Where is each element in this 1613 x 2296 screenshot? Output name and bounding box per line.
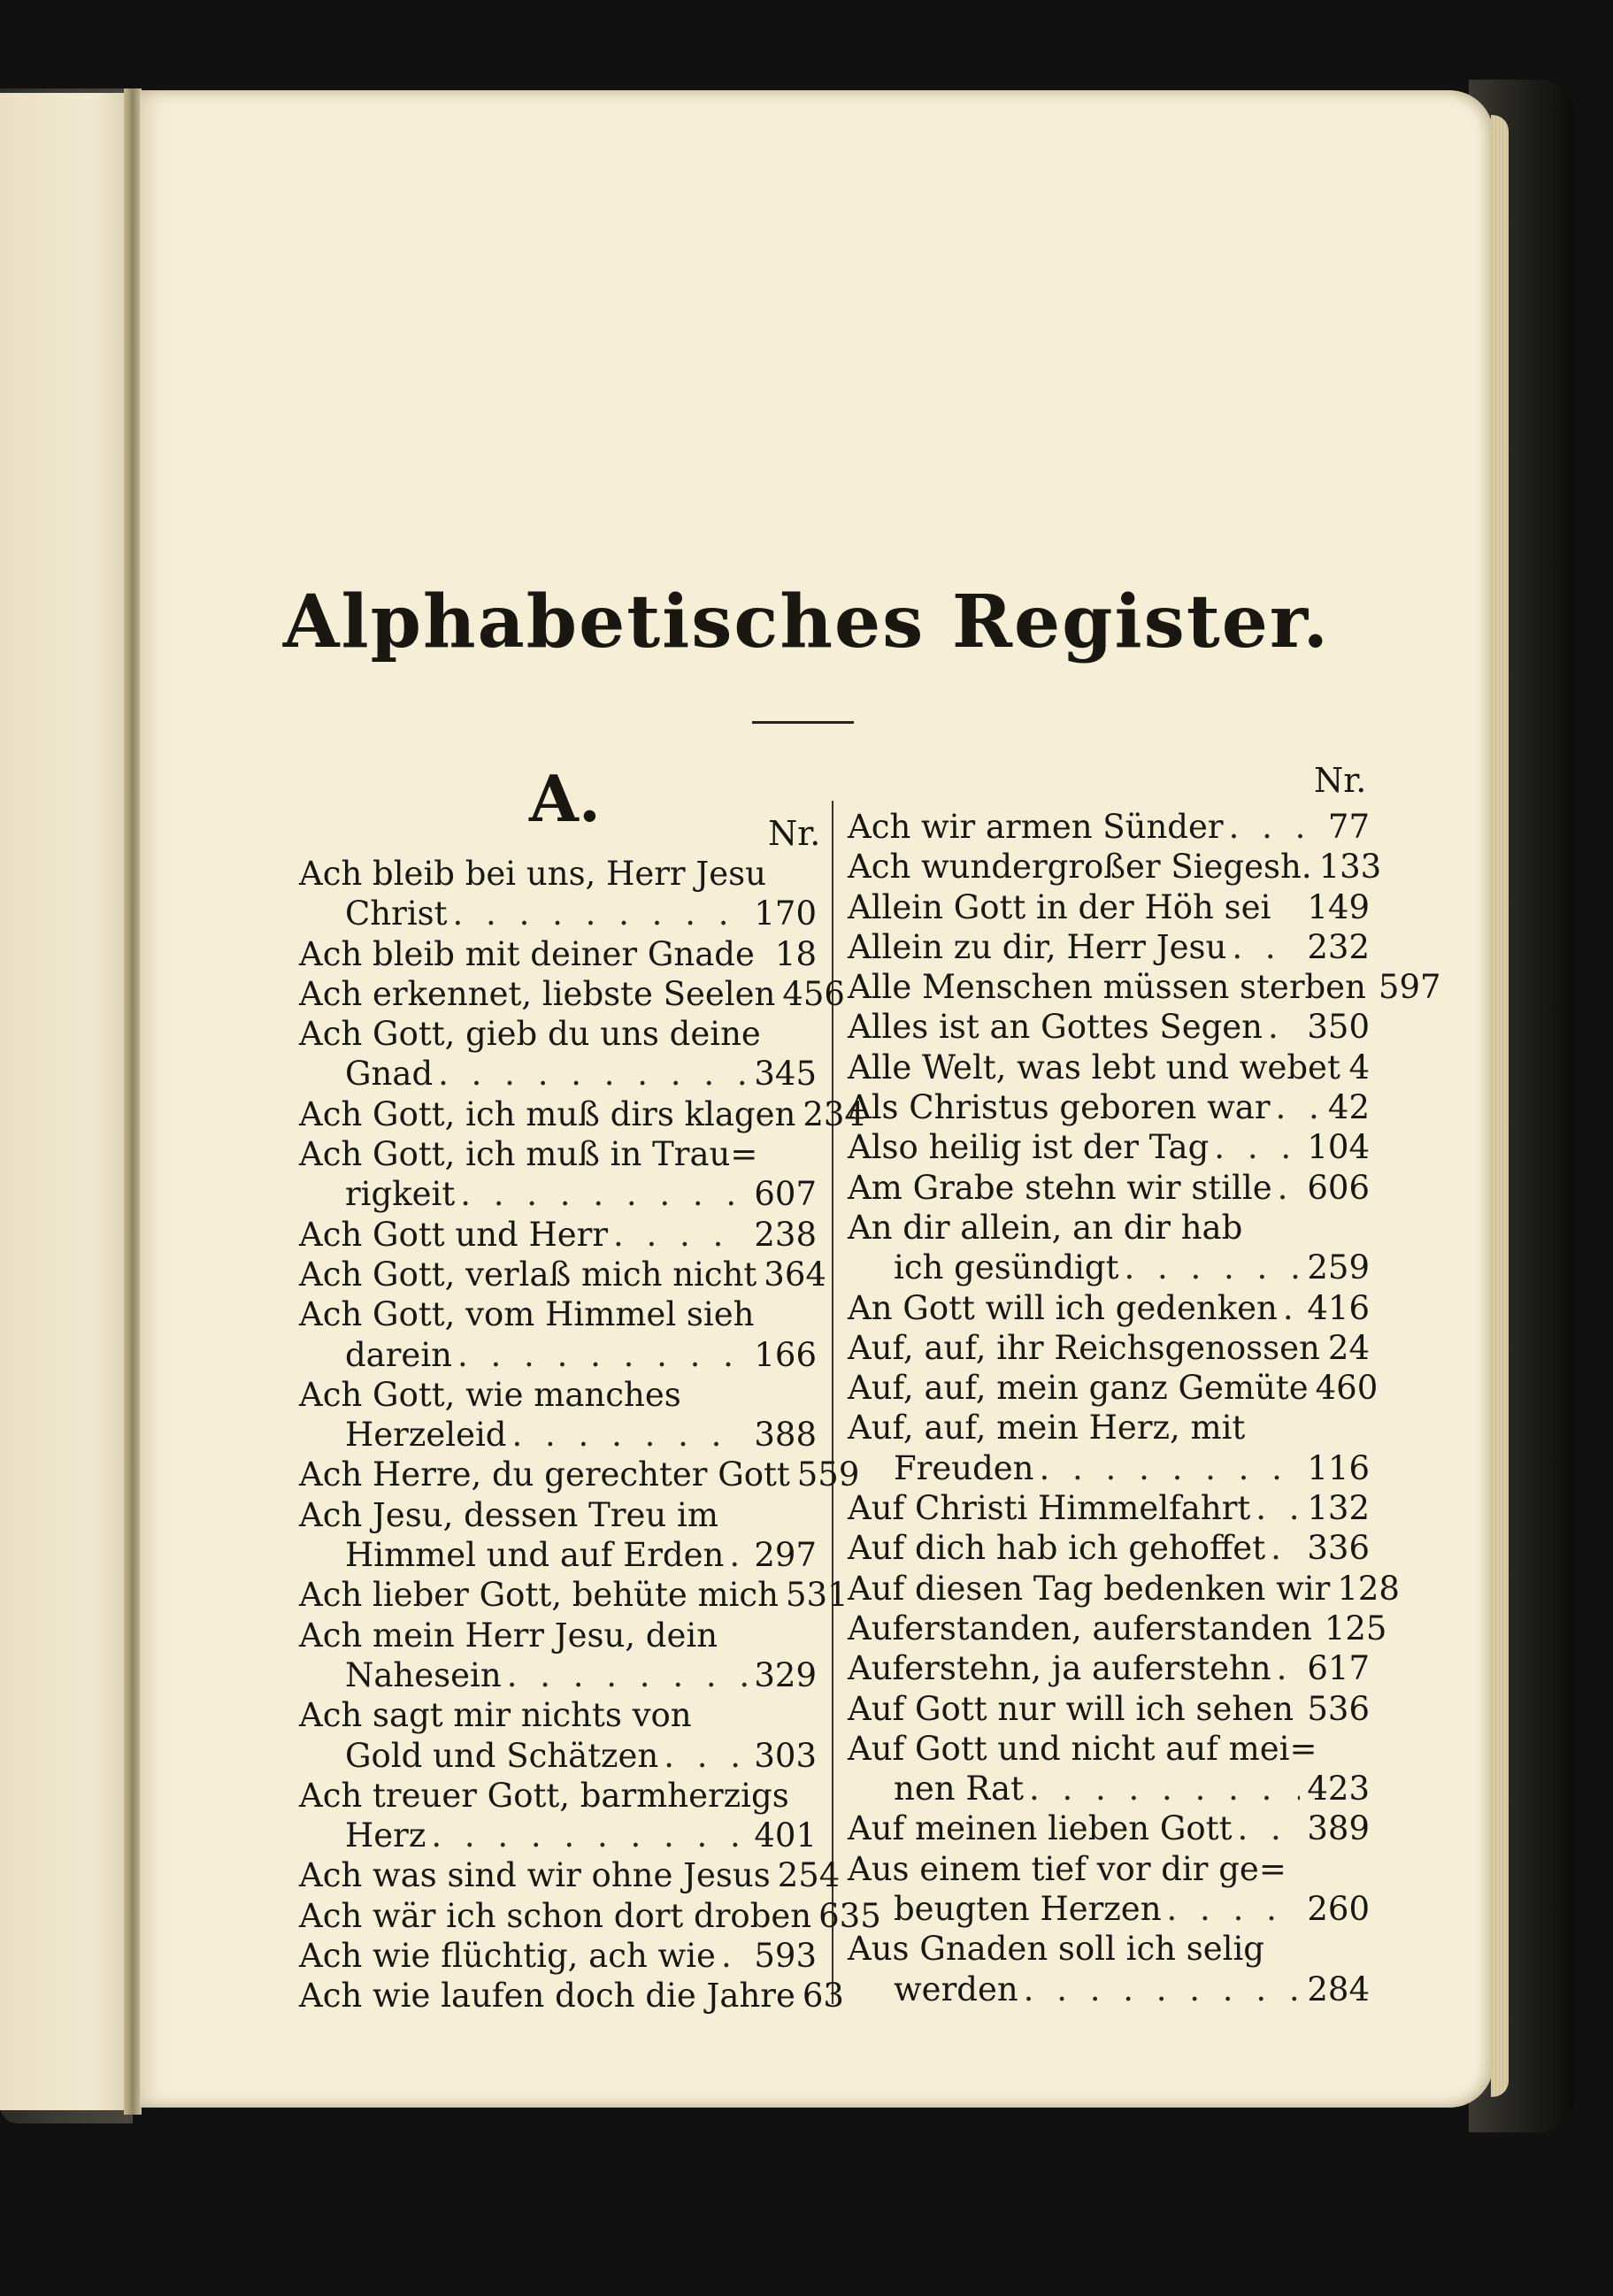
entry-title: Auf diesen Tag bedenken wir <box>848 1569 1331 1608</box>
dot-leader <box>716 1936 747 1976</box>
register-entry <box>299 1616 817 1655</box>
entry-number: 388 <box>754 1416 817 1455</box>
dot-leader <box>1263 1007 1300 1047</box>
entry-title: Ach treuer Gott, barmherzigs <box>299 1776 789 1815</box>
dot-leader <box>1118 1248 1300 1287</box>
entry-title: Aus einem tief vor dir ge= <box>848 1849 1287 1888</box>
entry-title: Auf meinen lieben Gott <box>848 1809 1233 1848</box>
dot-leader <box>1162 1889 1301 1929</box>
entry-number: 593 <box>754 1937 817 1976</box>
entry-title: Ach wundergroßer Siegesh. <box>848 848 1312 887</box>
entry-number: 132 <box>1307 1489 1370 1528</box>
register-entry <box>299 1294 817 1334</box>
dot-leader <box>1034 1448 1301 1488</box>
entry-title: Ach Herre, du gerechter Gott <box>299 1455 790 1494</box>
register-entry <box>848 1448 1370 1488</box>
entry-title: Alle Welt, was lebt und webet <box>848 1048 1340 1087</box>
register-entry <box>848 1729 1370 1769</box>
dot-leader <box>426 1816 747 1855</box>
register-entry <box>299 1375 817 1415</box>
entry-number: 389 <box>1307 1809 1370 1848</box>
entry-title: darein <box>345 1335 452 1374</box>
entry-title: An dir allein, an dir hab <box>848 1208 1243 1247</box>
register-column-right <box>848 807 1441 2009</box>
entry-number: 531 <box>785 1576 849 1615</box>
dot-leader <box>1278 1288 1301 1328</box>
section-letter-heading: A. <box>529 761 601 836</box>
entry-title: werden <box>894 1970 1018 2008</box>
entry-title: Ach wir armen Sünder <box>848 808 1224 846</box>
dot-leader <box>502 1655 748 1695</box>
dot-leader <box>507 1415 748 1455</box>
entry-number: 350 <box>1307 1008 1370 1047</box>
entry-title: Ach bleib bei uns, Herr Jesu <box>299 855 766 893</box>
entry-number: 232 <box>1307 927 1370 966</box>
entry-title: Allein zu dir, Herr Jesu <box>848 927 1227 966</box>
entry-title: Auferstanden, auferstanden <box>848 1609 1312 1647</box>
entry-number: 460 <box>1315 1369 1379 1408</box>
entry-number: 297 <box>754 1536 817 1575</box>
entry-title: Alle Menschen müssen sterben <box>848 968 1366 1007</box>
register-entry <box>299 1816 817 1855</box>
entry-title: Ach Gott, wie manches <box>299 1375 681 1414</box>
register-entry <box>848 927 1370 967</box>
entry-title: Ach Jesu, dessen Treu im <box>299 1495 718 1534</box>
entry-title: Auf, auf, ihr Reichsgenossen <box>848 1328 1320 1367</box>
entry-number: 170 <box>754 895 817 933</box>
page-fore-edge <box>1491 115 1509 2097</box>
entry-title: Also heilig ist der Tag <box>848 1128 1210 1167</box>
entry-title: nen Rat <box>894 1770 1024 1808</box>
dot-leader <box>1226 927 1300 967</box>
entry-title: Gnad <box>345 1055 434 1094</box>
dot-leader <box>608 1215 747 1255</box>
register-entry <box>299 1776 817 1816</box>
dot-leader <box>433 1054 747 1094</box>
entry-title: Ach bleib mit deiner Gnade <box>299 934 755 973</box>
register-entry <box>299 1255 826 1294</box>
left-page-edge <box>0 93 133 2110</box>
entry-title: Ach Gott, ich muß in Trau= <box>299 1135 758 1174</box>
register-entry <box>848 1208 1370 1248</box>
dot-leader <box>1224 807 1321 847</box>
register-entry <box>299 1495 817 1535</box>
dot-leader <box>1272 1168 1301 1208</box>
register-entry <box>848 1368 1379 1408</box>
dot-leader <box>448 894 748 933</box>
dot-leader <box>1018 1970 1301 2009</box>
entry-title: Auf, auf, mein ganz Gemüte <box>848 1369 1309 1408</box>
entry-number: 597 <box>1378 968 1441 1007</box>
dot-leader <box>658 1736 747 1776</box>
entry-title: Auf dich hab ich gehoffet <box>848 1529 1266 1568</box>
entry-title: rigkeit <box>345 1175 456 1214</box>
entry-number: 635 <box>818 1896 881 1935</box>
entry-number: 24 <box>1327 1328 1370 1367</box>
number-label-left: Nr. <box>768 814 821 853</box>
entry-number: 416 <box>1307 1288 1370 1327</box>
entry-title: Alles ist an Gottes Segen <box>848 1008 1264 1047</box>
register-entry <box>848 1929 1370 1969</box>
register-entry <box>299 974 845 1014</box>
entry-number: 559 <box>796 1455 860 1494</box>
entry-title: Ach was sind wir ohne Jesus <box>299 1856 771 1895</box>
entry-number: 77 <box>1327 808 1370 846</box>
entry-title: Ach wär ich schon dort droben <box>299 1896 812 1935</box>
register-entry <box>848 1408 1370 1447</box>
entry-number: 116 <box>1307 1448 1370 1487</box>
title-rule <box>752 721 854 724</box>
entry-number: 260 <box>1307 1890 1370 1929</box>
entry-number: 303 <box>754 1736 817 1775</box>
register-entry <box>848 1048 1370 1087</box>
register-entry <box>848 847 1382 887</box>
entry-title: Auf Christi Himmelfahrt <box>848 1489 1251 1528</box>
dot-leader <box>1271 1087 1321 1127</box>
register-entry <box>848 1488 1370 1528</box>
register-entry <box>299 1575 849 1615</box>
entry-number: 456 <box>782 974 845 1013</box>
register-entry <box>299 854 817 894</box>
dot-leader <box>1250 1488 1300 1528</box>
number-label-right: Nr. <box>1314 761 1367 800</box>
entry-title: Allein Gott in der Höh sei <box>848 887 1271 926</box>
register-entry <box>848 1528 1370 1568</box>
entry-number: 401 <box>754 1816 817 1855</box>
entry-title: Ach Gott, verlaß mich nicht <box>299 1255 757 1294</box>
register-entry <box>848 1849 1370 1889</box>
register-entry <box>299 1134 817 1174</box>
dot-leader <box>1271 1648 1301 1688</box>
entry-title: Herzeleid <box>345 1416 507 1455</box>
register-entry <box>848 1007 1370 1047</box>
entry-number: 125 <box>1324 1609 1387 1647</box>
register-entry <box>848 1648 1370 1688</box>
entry-number: 63 <box>802 1977 844 2016</box>
entry-title: Auferstehn, ja auferstehn <box>848 1649 1271 1688</box>
register-entry <box>848 1288 1370 1328</box>
register-entry <box>299 1976 844 2016</box>
entry-title: Am Grabe stehn wir stille <box>848 1168 1272 1207</box>
dot-leader <box>724 1535 747 1575</box>
register-entry <box>299 1335 817 1375</box>
entry-title: Himmel und auf Erden <box>345 1536 725 1575</box>
register-entry <box>299 1014 817 1054</box>
register-entry <box>299 934 817 974</box>
entry-number: 607 <box>754 1175 817 1214</box>
register-entry <box>848 1889 1370 1929</box>
entry-title: ich gesündigt <box>894 1248 1119 1287</box>
entry-title: Freuden <box>894 1448 1034 1487</box>
entry-number: 423 <box>1307 1770 1370 1808</box>
entry-number: 4 <box>1348 1048 1370 1087</box>
page-gutter <box>124 88 142 2115</box>
register-entry <box>299 1535 817 1575</box>
entry-number: 536 <box>1307 1689 1370 1728</box>
entry-title: Auf Gott nur will ich sehen <box>848 1689 1294 1728</box>
entry-title: beugten Herzen <box>894 1890 1162 1929</box>
entry-title: Ach Gott, gieb du uns deine <box>299 1015 761 1054</box>
entry-number: 133 <box>1318 848 1382 887</box>
register-entry <box>299 1455 860 1494</box>
entry-number: 329 <box>754 1655 817 1694</box>
entry-title: Ach wie laufen doch die Jahre <box>299 1977 795 2016</box>
entry-number: 104 <box>1307 1128 1370 1167</box>
register-entry <box>848 1808 1370 1848</box>
entry-title: An Gott will ich gedenken <box>848 1288 1278 1327</box>
dot-leader <box>1209 1127 1300 1167</box>
entry-title: Gold und Schätzen <box>345 1736 659 1775</box>
register-entry <box>848 1127 1370 1167</box>
register-entry <box>848 1087 1370 1127</box>
register-entry <box>848 887 1370 927</box>
dot-leader <box>455 1174 747 1214</box>
register-entry <box>848 807 1370 847</box>
register-entry <box>299 1215 817 1255</box>
entry-number: 234 <box>803 1094 865 1133</box>
entry-title: Herz <box>345 1816 426 1855</box>
entry-title: Ach Gott, ich muß dirs klagen <box>299 1094 796 1133</box>
register-entry <box>299 1174 817 1214</box>
dot-leader <box>1024 1769 1300 1808</box>
register-entry <box>848 1328 1370 1368</box>
entry-title: Ach erkennet, liebste Seelen <box>299 974 776 1013</box>
entry-title: Ach Gott, vom Himmel sieh <box>299 1295 755 1334</box>
entry-number: 617 <box>1307 1649 1370 1688</box>
dot-leader <box>1265 1528 1300 1568</box>
dot-leader <box>1232 1808 1300 1848</box>
entry-number: 606 <box>1307 1168 1370 1207</box>
entry-title: Als Christus geboren war <box>848 1088 1271 1127</box>
entry-title: Ach Gott und Herr <box>299 1215 609 1254</box>
entry-number: 284 <box>1307 1970 1370 2008</box>
register-entry <box>299 1855 841 1895</box>
register-entry <box>848 1689 1370 1729</box>
dot-leader <box>452 1335 747 1375</box>
entry-title: Auf Gott und nicht auf mei= <box>848 1729 1317 1768</box>
entry-title: Aus Gnaden soll ich selig <box>848 1930 1264 1969</box>
entry-number: 259 <box>1307 1248 1370 1287</box>
register-entry <box>299 1896 881 1936</box>
register-entry <box>848 1970 1370 2009</box>
entry-number: 166 <box>754 1335 817 1374</box>
entry-title: Ach sagt mir nichts von <box>299 1696 692 1735</box>
entry-title: Christ <box>345 895 448 933</box>
entry-number: 18 <box>774 934 817 973</box>
register-entry <box>848 967 1441 1007</box>
entry-number: 42 <box>1327 1088 1370 1127</box>
entry-number: 345 <box>754 1055 817 1094</box>
register-entry <box>299 1736 817 1776</box>
entry-number: 364 <box>764 1255 826 1294</box>
register-entry <box>848 1248 1370 1287</box>
register-column-left <box>299 854 881 2016</box>
entry-number: 149 <box>1307 887 1370 926</box>
entry-number: 238 <box>754 1215 817 1254</box>
entry-number: 336 <box>1307 1529 1370 1568</box>
register-entry <box>848 1609 1387 1648</box>
entry-title: Ach wie flüchtig, ach wie <box>299 1937 716 1976</box>
register-entry <box>848 1168 1370 1208</box>
entry-title: Auf, auf, mein Herz, mit <box>848 1409 1246 1447</box>
page-title: Alphabetisches Register. <box>282 580 1331 664</box>
register-entry <box>299 1415 817 1455</box>
entry-number: 254 <box>777 1856 841 1895</box>
register-entry <box>299 1695 817 1735</box>
register-entry <box>848 1769 1370 1808</box>
register-entry <box>299 894 817 933</box>
register-entry <box>848 1569 1400 1609</box>
register-entry <box>299 1655 817 1695</box>
register-entry <box>299 1936 817 1976</box>
entry-title: Ach mein Herr Jesu, dein <box>299 1616 718 1655</box>
entry-number: 128 <box>1337 1569 1400 1608</box>
entry-title: Ach lieber Gott, behüte mich <box>299 1576 779 1615</box>
register-entry <box>299 1094 865 1134</box>
register-entry <box>299 1054 817 1094</box>
entry-title: Nahesein <box>345 1655 502 1694</box>
